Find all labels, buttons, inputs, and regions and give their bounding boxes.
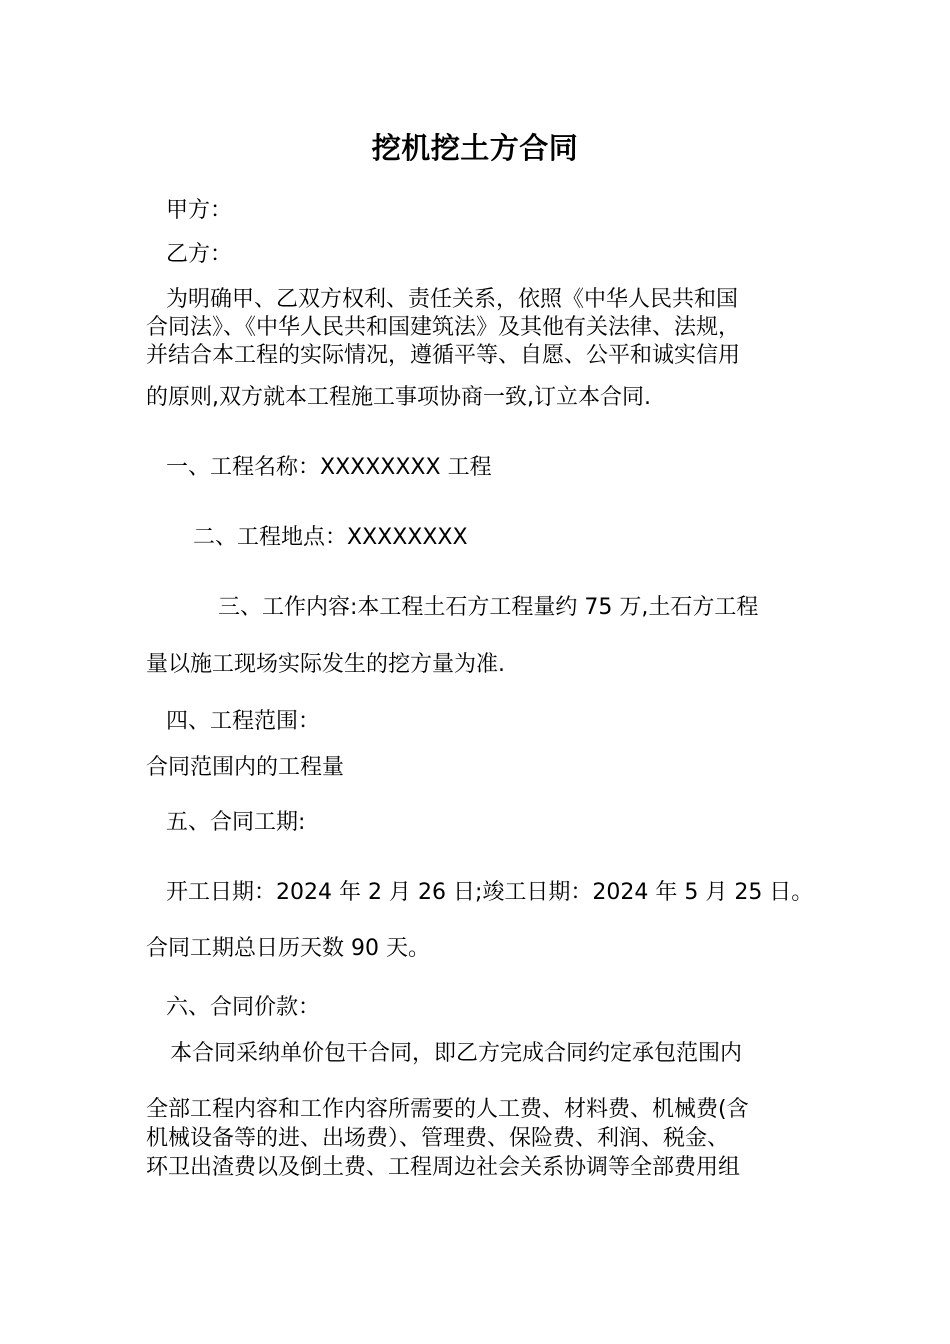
section-3-line-1: 三、工作内容:本工程土石方工程量约 75 万,土石方工程 bbox=[218, 595, 759, 620]
section-6-line-1: 本合同采纳单价包干合同，即乙方完成合同约定承包范围内 bbox=[170, 1041, 743, 1066]
section-6-line-2: 全部工程内容和工作内容所需要的人工费、材料费、机械费(含 bbox=[146, 1097, 749, 1122]
party-a-label: 甲方： bbox=[166, 198, 233, 223]
preamble-line-1: 为明确甲、乙双方权利、责任关系，依照《中华人民共和国 bbox=[166, 287, 739, 312]
section-2-project-location: 二、工程地点：XXXXXXXX bbox=[193, 525, 468, 550]
section-5-total: 合同工期总日历天数 90 天。 bbox=[146, 936, 430, 961]
document-title: 挖机挖土方合同 bbox=[371, 131, 579, 165]
section-6-line-4: 环卫出渣费以及倒土费、工程周边社会关系协调等全部费用组 bbox=[146, 1155, 741, 1180]
section-5-heading: 五、合同工期: bbox=[166, 810, 306, 835]
preamble-line-2: 合同法》、《中华人民共和国建筑法》及其他有关法律、法规， bbox=[146, 315, 741, 340]
section-6-line-3: 机械设备等的进、出场费）、管理费、保险费、利润、税金、 bbox=[146, 1126, 730, 1151]
section-3-line-2: 量以施工现场实际发生的挖方量为准. bbox=[146, 652, 505, 677]
preamble-line-4: 的原则,双方就本工程施工事项协商一致,订立本合同. bbox=[146, 385, 651, 410]
party-b-label: 乙方： bbox=[166, 242, 233, 267]
section-4-body: 合同范围内的工程量 bbox=[146, 755, 345, 780]
section-1-project-name: 一、工程名称：XXXXXXXX 工程 bbox=[166, 455, 492, 480]
section-5-dates: 开工日期：2024 年 2 月 26 日;竣工日期：2024 年 5 月 25 日。 bbox=[166, 880, 814, 905]
preamble-line-3: 并结合本工程的实际情况，遵循平等、自愿、公平和诚实信用 bbox=[146, 343, 741, 368]
section-6-heading: 六、合同价款： bbox=[166, 995, 321, 1020]
section-4-heading: 四、工程范围： bbox=[166, 709, 321, 734]
